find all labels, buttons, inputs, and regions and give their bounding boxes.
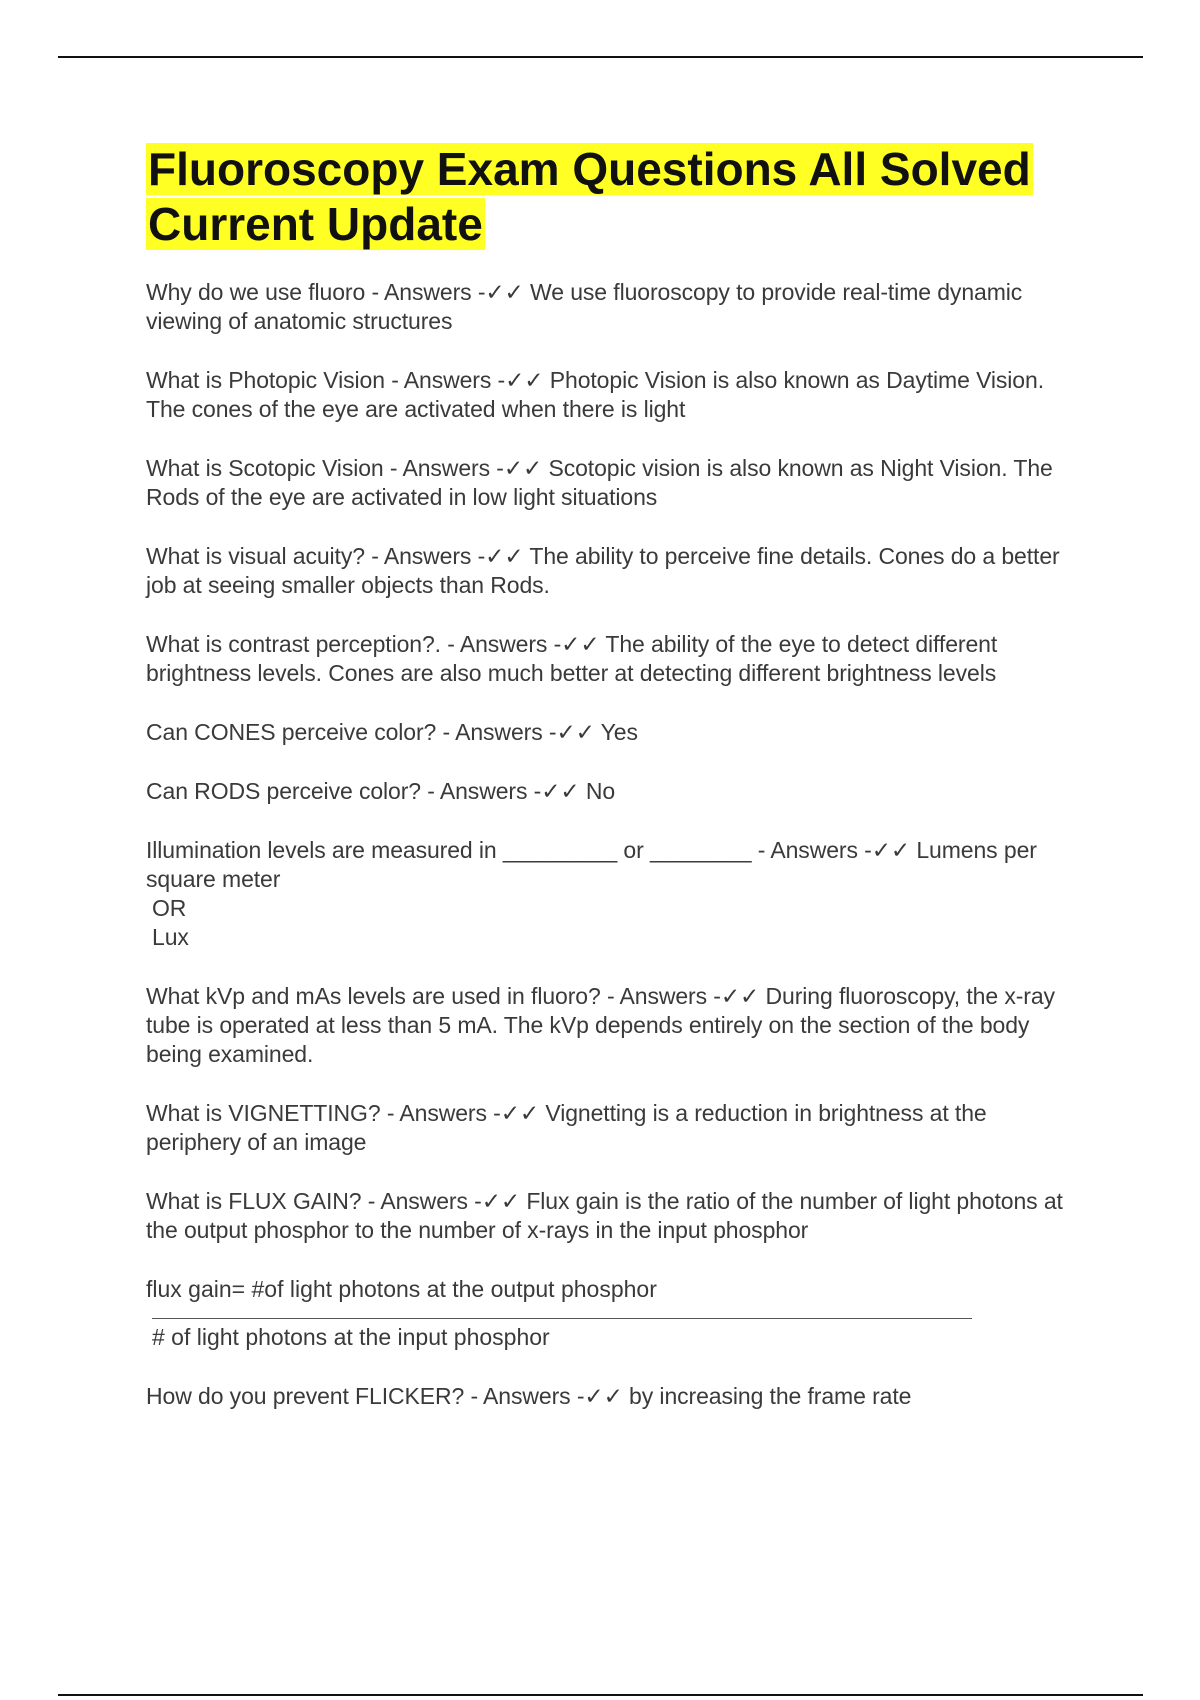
qa-item-6	[146, 718, 1086, 747]
answer-prefix: - Answers -✓✓	[364, 543, 530, 569]
answer: Yes	[600, 719, 638, 745]
qa-item-illumination	[146, 836, 1086, 952]
answer-or: OR	[152, 895, 187, 921]
question: What kVp and mAs levels are used in fluoro?	[146, 983, 601, 1009]
answer-prefix: - Answers -✓✓	[384, 367, 550, 393]
qa-item-8	[146, 982, 1086, 1069]
qa-item-7	[146, 777, 1086, 806]
formula-numerator: flux gain= #of light photons at the output phosphor	[146, 1276, 657, 1302]
top-rule	[58, 56, 1143, 58]
qa-item-10	[146, 1187, 1086, 1245]
question: Can RODS perceive color?	[146, 778, 421, 804]
answer-lux: Lux	[152, 924, 189, 950]
answer: Scotopic vision is also known as Night Vision. The Rods of the eye are activated in low light situations	[146, 455, 1060, 510]
document-title	[146, 142, 1086, 252]
answer: The ability of the eye to detect different brightness levels. Cones are also much better at detecting different brightness levels	[146, 631, 1004, 686]
flux-gain-formula	[146, 1275, 1086, 1352]
qa-item-1	[146, 278, 1086, 336]
question: What is FLUX GAIN?	[146, 1188, 362, 1214]
bottom-rule	[58, 1694, 1143, 1696]
answer: Lumens per square meter	[146, 837, 1044, 892]
qa-item-3	[146, 454, 1086, 512]
qa-item-2	[146, 366, 1086, 424]
question: What is Scotopic Vision	[146, 455, 384, 481]
answer: During fluoroscopy, the x-ray tube is operated at less than 5 mA. The kVp depends entirely on the section of the body being examined.	[146, 983, 1062, 1067]
answer: by increasing the frame rate	[629, 1383, 912, 1409]
answer-prefix: - Answers -✓✓	[365, 279, 531, 305]
answer-prefix: - Answers -✓✓	[380, 1100, 546, 1126]
title-highlight: Fluoroscopy Exam Questions All Solved Current Update	[148, 143, 1031, 250]
question: Illumination levels are measured in _________ or ________	[146, 837, 752, 863]
answer-prefix: - Answers -✓✓	[383, 455, 549, 481]
formula-divider	[152, 1304, 972, 1319]
answer-prefix: - Answers -✓✓	[361, 1188, 527, 1214]
answer-prefix: - Answers -✓✓	[440, 631, 606, 657]
question: What is visual acuity?	[146, 543, 365, 569]
answer-prefix: - Answers -✓✓	[421, 778, 586, 804]
answer: No	[585, 778, 616, 804]
qa-item-5	[146, 630, 1086, 688]
answer-prefix: - Answers -✓✓	[751, 837, 917, 863]
document-body	[146, 142, 1086, 1441]
question: Can CONES perceive color?	[146, 719, 437, 745]
answer: Photopic Vision is also known as Daytime Vision. The cones of the eye are activated when there is light	[146, 367, 1050, 422]
question: What is contrast perception?.	[146, 631, 441, 657]
qa-item-11	[146, 1382, 1086, 1411]
question: What is Photopic Vision	[146, 367, 385, 393]
answer-prefix: - Answers -✓✓	[436, 719, 601, 745]
question: What is VIGNETTING?	[146, 1100, 381, 1126]
question: Why do we use fluoro	[146, 279, 366, 305]
qa-item-9	[146, 1099, 1086, 1157]
answer: We use fluoroscopy to provide real-time dynamic viewing of anatomic structures	[146, 279, 1029, 334]
qa-item-4	[146, 542, 1086, 600]
answer: Flux gain is the ratio of the number of light photons at the output phosphor to the number of x-rays in the input phosphor	[146, 1188, 1070, 1243]
answer: Vignetting is a reduction in brightness at the periphery of an image	[146, 1100, 993, 1155]
answer: The ability to perceive fine details. Cones do a better job at seeing smaller objects than Rods.	[146, 543, 1066, 598]
question: How do you prevent FLICKER?	[146, 1383, 465, 1409]
answer-prefix: - Answers -✓✓	[600, 983, 766, 1009]
formula-denominator: # of light photons at the input phosphor	[152, 1324, 550, 1350]
answer-prefix: - Answers -✓✓	[464, 1383, 630, 1409]
